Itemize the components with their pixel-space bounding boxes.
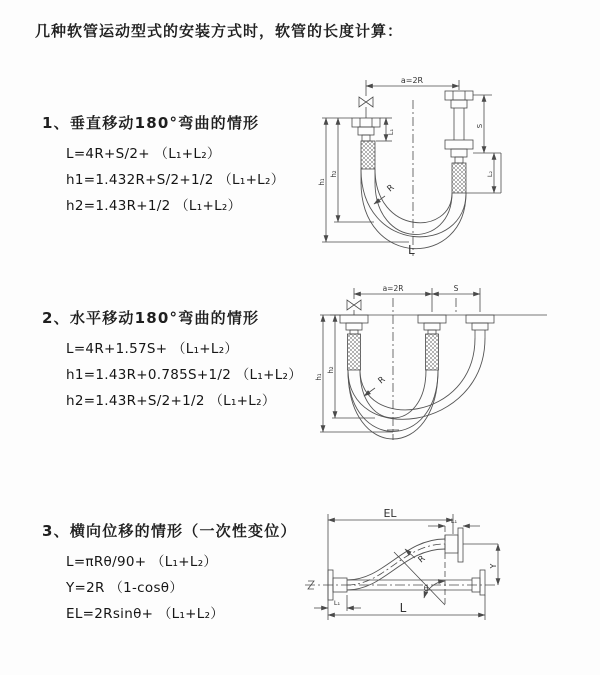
formula-L: L=πRθ/90+ （L₁+L₂） [66,554,218,570]
right-fitting [445,91,473,193]
dim-length [328,595,485,620]
dim-label-h1: h₁ [315,373,323,381]
radius-label: R [416,553,428,566]
dim-label-a2r: a=2R [382,284,404,293]
dim-h2 [322,118,374,222]
radius-label: R [376,374,388,387]
left-fitting [340,315,368,370]
section-vertical-180 [42,112,322,219]
formula-Y: Y=2R （1-cosθ） [66,580,184,596]
dim-label-h2: h₂ [327,366,335,374]
dim-label-s: S [453,284,459,293]
hose-s-curve [347,539,445,590]
dim-h1 [322,118,409,242]
section-2-formulas [66,336,322,414]
dim-label-h2: h₂ [330,170,338,178]
angle-label: θ [423,584,429,593]
dim-label-l1: L₁ [387,128,395,136]
braid-hatch [452,163,466,193]
section-1-heading: 1、垂直移动180°弯曲的情形 [42,114,260,132]
section-3-formulas [66,549,322,627]
formula-h2: h2=1.43R+1/2 （L₁+L₂） [66,198,242,214]
braid-hatch [361,141,375,169]
valve-icon [359,97,373,118]
section-lateral-displacement [42,520,322,627]
dim-label-y: Y [489,563,498,569]
dim-l2 [466,153,501,193]
diagram-horizontal-180-bend [315,282,565,447]
angle-construction [394,526,445,605]
length-label: L [399,601,407,615]
dim-label-s: S [476,123,484,129]
dim-label-l2: L₂ [486,170,494,178]
formula-EL: EL=2Rsinθ+ （L₁+L₂） [66,606,225,622]
hose-u-bend [361,169,466,249]
dim-label-l1-bottom: L₁ [333,599,341,607]
right-fitting [466,315,494,338]
dim-label-a2r: a=2R [400,76,424,85]
dim-top-width [354,288,480,312]
length-label: L [408,243,415,257]
section-3-heading: 3、横向位移的情形（一次性变位） [42,522,297,540]
formula-h1: h1=1.432R+S/2+1/2 （L₁+L₂） [66,172,285,188]
section-horizontal-180 [42,307,322,414]
radius-label: R [385,182,397,195]
page-title: 几种软管运动型式的安装方式时，软管的长度计算： [35,22,404,40]
braid-hatch [348,334,361,370]
formula-h1: h1=1.43R+0.785S+1/2 （L₁+L₂） [66,367,303,383]
radius-leader [374,196,385,204]
dim-label-el: EL [383,507,397,520]
dim-label-l1-top: L₁ [450,517,458,525]
formula-h2: h2=1.43R+S/2+1/2 （L₁+L₂） [66,393,276,409]
dim-label-h1: h₁ [318,178,326,186]
valve-icon [347,300,361,315]
ghost-straight-hose [347,570,485,595]
section-2-heading: 2、水平移动180°弯曲的情形 [42,309,260,327]
hose-u-bends [348,338,485,439]
left-fitting [352,118,380,182]
diagram-vertical-180-bend [316,70,561,265]
diagram-lateral-displacement [300,498,590,653]
formula-L: L=4R+S/2+ （L₁+L₂） [66,146,221,162]
section-1-formulas [66,141,322,219]
braid-hatch [426,334,439,370]
formula-L: L=4R+1.57S+ （L₁+L₂） [66,341,239,357]
middle-fitting [418,315,446,370]
